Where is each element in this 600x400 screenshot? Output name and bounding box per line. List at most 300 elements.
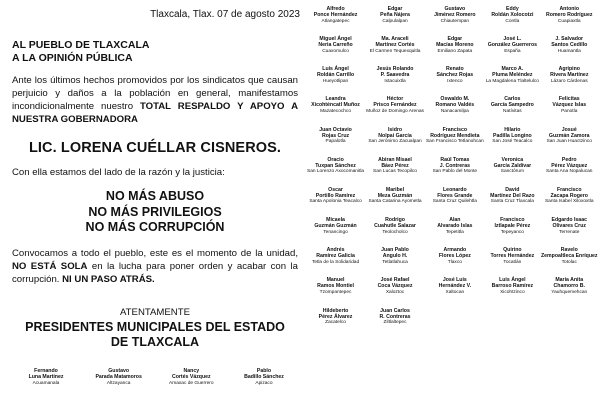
municipality: Emiliano Zapata	[437, 48, 473, 54]
signatory-name	[541, 96, 598, 108]
signatory-name-line: Báez Pérez	[381, 162, 409, 169]
signatory-name-line: Renato	[446, 66, 464, 73]
signatory-name-line: Agripino	[558, 66, 580, 73]
signatory-name	[366, 308, 424, 320]
signatory-name	[486, 127, 539, 139]
signatory-name-line: Leandra	[325, 96, 346, 103]
municipality: Zacatelco	[325, 320, 346, 326]
municipality: Tlaxco	[447, 259, 462, 265]
signatory-name-line: Veronica	[501, 156, 524, 163]
municipality: Tepetitla	[445, 229, 464, 235]
signature	[306, 247, 365, 277]
signatory-name-line: Oscar	[328, 186, 343, 193]
signatory-name-line: Romero Rodríguez	[546, 12, 593, 18]
municipality: España	[504, 48, 521, 54]
signatory-name	[486, 96, 539, 108]
signatory-name-line: Martínez Cortés	[375, 42, 415, 49]
signature	[10, 368, 82, 387]
signatory-name-line: Angulo H.	[382, 253, 408, 260]
signatory-name	[83, 368, 155, 380]
municipality: Tzompantepec	[319, 289, 352, 295]
signatory-name-line: Luis Ángel	[499, 277, 526, 284]
signatory-name-line: Juan Octavio	[319, 126, 352, 133]
signatory-name	[307, 96, 364, 108]
signatory-name-line: Hernández V.	[438, 283, 472, 290]
signatory-name-line: González Guerreros	[487, 42, 537, 49]
signatory-name	[426, 157, 484, 169]
municipality: Sanctórum	[500, 169, 524, 175]
signatory-name	[307, 6, 364, 18]
municipality: Tocatlán	[503, 259, 522, 265]
signatures-grid	[306, 6, 596, 398]
municipality: San Juan Huactzinco	[546, 139, 592, 145]
signatory-name	[541, 127, 598, 139]
unity-text-a: Convocamos a todo el pueblo, este es el momento de la unidad,	[12, 248, 298, 259]
signature	[155, 368, 227, 387]
signatory-name-line: Ravelo	[560, 247, 578, 254]
signatory-name-line: Ramírez Galicia	[316, 253, 355, 260]
signatory-name-line: Edgardo Isaac	[551, 217, 587, 224]
signatory-name-line: Hilario	[504, 126, 521, 133]
signatory-name-line: Luis Ángel	[322, 66, 349, 73]
signatory-name-line: Marco A.	[501, 66, 524, 73]
signatory-name-line: Juan Pablo	[381, 247, 409, 254]
signatory-name	[307, 157, 364, 169]
signatory-name-line: Olivares Cruz	[552, 223, 586, 230]
signature	[485, 6, 540, 36]
municipality: Santa Catarina Ayometla	[368, 199, 422, 205]
signatory-group	[10, 320, 300, 350]
signature	[485, 36, 540, 66]
signatory-name	[366, 247, 424, 259]
signature	[365, 157, 425, 187]
signatory-name-line: Portillo Ramírez	[315, 192, 356, 199]
signature	[485, 277, 540, 307]
unity-paragraph	[12, 247, 298, 286]
signatory-name-line: Alan	[449, 217, 461, 224]
signature	[540, 277, 599, 307]
signature	[485, 66, 540, 96]
municipality: San José Teacalco	[492, 139, 533, 145]
signatory-name	[366, 6, 424, 18]
signatory-name-line: Juan Carlos	[380, 307, 410, 314]
signature	[306, 6, 365, 36]
signature	[425, 217, 485, 247]
signature	[306, 217, 365, 247]
signatory-name-line: Santos Cedillo	[551, 42, 588, 49]
signature	[306, 308, 365, 338]
municipality: Cuaxomulco	[322, 48, 349, 54]
municipality: Santa Isabel Xiloxoxtla	[544, 199, 594, 205]
signature	[425, 247, 485, 277]
signature	[306, 96, 365, 126]
closing: ATENTAMENTE	[120, 307, 190, 318]
signatory-name	[307, 247, 364, 259]
signatory-name	[307, 277, 364, 289]
signatory-group-line-1: PRESIDENTES MUNICIPALES DEL ESTADO	[25, 320, 285, 334]
municipality: Contla	[505, 18, 520, 24]
signature	[365, 247, 425, 277]
signature	[425, 6, 485, 36]
signatory-name	[486, 157, 539, 169]
signature	[540, 217, 599, 247]
signatory-name-line: José L.	[503, 36, 522, 43]
signature	[485, 127, 540, 157]
signatory-name-line: Barroso Ramírez	[491, 283, 534, 290]
municipality: Panotla	[561, 108, 578, 114]
signature	[425, 96, 485, 126]
signature	[365, 217, 425, 247]
municipality: Chiautempan	[440, 18, 470, 24]
municipality: Muñoz de Domingo Arenas	[366, 108, 424, 114]
signatory-name	[426, 127, 484, 139]
signature	[83, 368, 155, 387]
signature	[485, 187, 540, 217]
signature	[306, 187, 365, 217]
slogans	[10, 189, 300, 236]
municipality: Lázaro Cárdenas	[550, 78, 588, 84]
municipality: San Lorenzo Axocomanitla	[307, 169, 365, 175]
signatory-name-line: Maribel	[385, 186, 405, 193]
municipality: Xicohtzinco	[500, 289, 525, 295]
signature	[365, 66, 425, 96]
signatory-name	[541, 187, 598, 199]
signature	[540, 66, 599, 96]
signature	[365, 6, 425, 36]
municipality: Santa Ana Nopalucan	[546, 169, 593, 175]
municipality: Santa Cruz Quilehtla	[432, 199, 477, 205]
signatory-name-line: Coca Vázquez	[377, 283, 413, 290]
signatory-name-line: Pablo	[256, 368, 272, 374]
signatory-name	[366, 277, 424, 289]
signatory-name-line: Zacapa Rogero	[550, 192, 588, 199]
signatory-name-line: P. Saavedra	[380, 72, 410, 79]
slogan-3: NO MÁS CORRUPCIÓN	[85, 220, 225, 234]
signatory-name-line: Nolpai García	[378, 132, 412, 139]
signatory-name	[307, 127, 364, 139]
signatory-name-line: Tuxpan Sánchez	[315, 162, 356, 169]
signatory-name	[486, 217, 539, 229]
support-paragraph-text: Ante los últimos hechos promovidos por los sindicatos que causan perjuicio y daños a la población en general, manifestamos incondicionalmente nuestro	[12, 75, 298, 112]
signatory-name-line: Eddy	[506, 6, 519, 12]
addressee-line-2: A LA OPINIÓN PÚBLICA	[12, 52, 133, 64]
signatory-name-line: María Anita	[555, 277, 584, 284]
signatory-name-line: Martínez Del Razo	[490, 192, 535, 199]
signatory-name-line: Prisco Fernández	[373, 102, 417, 109]
signatory-name-line: Chamorro B.	[553, 283, 585, 290]
signatory-name-line: Ma. Araceli	[381, 36, 409, 43]
signatory-name-line: Macías Moreno	[436, 42, 474, 49]
signatory-name-line: Francisco	[556, 186, 582, 193]
signatory-name-line: Roldán Carrillo	[316, 72, 355, 79]
signatory-name-line: R. Contreras	[379, 313, 411, 320]
signatory-name-line: Miguel Ángel	[319, 36, 352, 43]
municipality: Huamantla	[557, 48, 581, 54]
signatory-name	[426, 217, 484, 229]
signatory-name-line: Isidro	[387, 126, 403, 133]
municipality: Terrenate	[559, 229, 580, 235]
signature	[306, 157, 365, 187]
signatory-name	[10, 368, 82, 380]
slogan-2: NO MÁS PRIVILEGIOS	[88, 204, 222, 219]
municipality: San Lucas Tecopilco	[373, 169, 417, 175]
municipality: Tetlatlahuca	[382, 259, 408, 265]
municipality: Altzayanca	[106, 380, 131, 386]
municipality: Santa Cruz Tlaxcala	[490, 199, 534, 205]
municipality: Apizaco	[255, 380, 273, 386]
signatory-name-line: Oswaldo M.	[440, 96, 470, 103]
municipality: Hueyotlipan	[322, 78, 349, 84]
signature	[485, 96, 540, 126]
signatory-name	[486, 187, 539, 199]
signatory-name	[366, 127, 424, 139]
municipality: San Jerónimo Zacualpan	[368, 139, 422, 145]
signatory-name-line: Zempoaltleca Enríquez	[540, 253, 598, 260]
signatory-name-line: Peña Nájera	[380, 12, 410, 18]
signatory-name	[366, 187, 424, 199]
signatory-name	[486, 247, 539, 259]
signatory-name-line: Cortés Vázquez	[171, 374, 211, 380]
municipality: Tenancingo	[323, 229, 348, 235]
signatory-name	[486, 277, 539, 289]
signature	[540, 157, 599, 187]
signatory-name	[366, 217, 424, 229]
signatory-name-line: García Sampedro	[490, 102, 534, 109]
unity-text-d: NI UN PASO ATRÁS.	[62, 274, 155, 285]
signatory-name-line: Alfredo	[326, 6, 345, 12]
municipality: El Carmen Tequexquitla	[369, 48, 421, 54]
signature	[425, 36, 485, 66]
signatory-name	[366, 66, 424, 78]
signatory-name-line: Rodríguez Mendieta	[430, 132, 480, 139]
signatory-name	[228, 368, 300, 380]
signature	[425, 187, 485, 217]
municipality: Tepeyanco	[500, 229, 524, 235]
municipality: San Pablo del Monte	[432, 169, 478, 175]
signature	[425, 277, 485, 307]
signatory-name-line: Padilla Longino	[493, 132, 532, 139]
signatory-name	[426, 187, 484, 199]
signatory-name-line: Flores López	[438, 253, 471, 260]
municipality: San Francisco Tetlanohcan	[425, 139, 484, 145]
signatory-name-line: Micaela	[326, 217, 345, 224]
municipality: Cuapiaxtla	[557, 18, 581, 24]
signatory-name-line: Ramos Montiel	[317, 283, 354, 290]
signatory-name-line: Antonio	[559, 6, 580, 12]
signatory-name-line: Pérez Álvarez	[318, 313, 353, 320]
signatory-name	[307, 66, 364, 78]
signatory-name-line: Vázquez Islas	[552, 102, 587, 109]
municipality: Ziltlaltepec	[383, 320, 407, 326]
signature	[306, 127, 365, 157]
signature	[365, 127, 425, 157]
signatory-name-line: Roldán Xolocotzi	[491, 12, 534, 18]
signature	[365, 308, 425, 338]
unity-text-b: NO ESTÁ SOLA	[12, 261, 88, 272]
signatory-name-line: Jiménez Romero	[434, 12, 476, 18]
signatory-name-line: Neria Carreño	[318, 42, 353, 49]
signature	[365, 96, 425, 126]
signatory-name-line: Carlos	[504, 96, 521, 103]
signature	[306, 277, 365, 307]
signatory-name-line: Felicitas	[558, 96, 580, 103]
signatory-name	[426, 36, 484, 48]
municipality: Ixtenco	[447, 78, 463, 84]
municipality: Atlangatepec	[321, 18, 350, 24]
signatory-name-line: J. Salvador	[555, 36, 584, 43]
signatory-name-line: Meza Guzmán	[377, 192, 413, 199]
municipality: Xaltocan	[445, 289, 465, 295]
signatory-name-line: Guzmán Guzmán	[314, 223, 357, 230]
unity-text-c: en la lucha para poner orden y acabar con la corrupción.	[12, 261, 298, 285]
support-paragraph-bold: TOTAL RESPALDO Y APOYO A NUESTRA GOBERNADORA	[12, 101, 298, 125]
signatory-name-line: Luna Martínez	[28, 374, 64, 380]
signature	[540, 187, 599, 217]
signatory-name-line: Rivera Martínez	[550, 72, 589, 79]
municipality: Nanacamilpa	[440, 108, 469, 114]
signatory-name-line: Rodrigo	[385, 217, 405, 224]
municipality: Santa Apolonia Teacalco	[309, 199, 362, 205]
signatory-name	[541, 66, 598, 78]
signatory-name	[307, 217, 364, 229]
signatory-name-line: José Rafael	[380, 277, 410, 284]
signatory-name-line: Pedro	[561, 156, 577, 163]
municipality: Calpulalpan	[382, 18, 408, 24]
municipality: Mazatecochco	[320, 108, 351, 114]
signature	[425, 66, 485, 96]
municipality: Natívitas	[503, 108, 522, 114]
municipality: Amaxac de Guerrero	[169, 380, 214, 386]
municipality: Papalotla	[325, 139, 346, 145]
signatory-name-line: Alvarado Islas	[437, 223, 473, 230]
signatory-name-line: Parada Matamoros	[95, 374, 142, 380]
signatory-name	[307, 308, 364, 320]
signature	[306, 66, 365, 96]
slogan-1: NO MÁS ABUSO	[105, 189, 205, 203]
signatory-name-line: Leonardo	[443, 186, 467, 193]
signatory-name-line: Oracio	[327, 156, 344, 163]
signatory-name-line: Gustavo	[444, 6, 466, 12]
signatory-name	[366, 96, 424, 108]
addressee-line-1: AL PUEBLO DE TLAXCALA	[12, 39, 150, 51]
signature	[540, 127, 599, 157]
signatory-name-line: J. Contreras	[439, 162, 470, 169]
signatory-name-line: Rojas Cruz	[321, 132, 350, 139]
signatory-name-line: Badillo Sánchez	[244, 374, 284, 380]
signatory-name-line: Xicohténcatl Muñoz	[311, 102, 360, 109]
signatory-name	[426, 66, 484, 78]
signatory-name-line: Armando	[443, 247, 467, 254]
municipality: Teolocholco	[382, 229, 408, 235]
municipality: Xaloztoc	[385, 289, 405, 295]
bottom-signatures	[10, 368, 300, 387]
signatory-name-line: Andrés	[326, 247, 345, 254]
signatory-name-line: Raúl Tomas	[440, 156, 470, 163]
municipality: Tetla de la Solidaridad	[311, 259, 360, 265]
signature	[485, 247, 540, 277]
signature	[425, 157, 485, 187]
municipality: Totolac	[561, 259, 577, 265]
signatory-name-line: David	[505, 186, 520, 193]
signatory-name-line: Iztlapale Pérez	[494, 223, 531, 230]
signatory-name	[307, 36, 364, 48]
municipality: Acuamanala	[32, 380, 60, 386]
signatory-name	[426, 277, 484, 289]
signatory-name-line: Jesús Rolando	[376, 66, 414, 73]
signatory-name-line: Pérez Vázquez	[551, 162, 588, 169]
signatory-name-line: Sánchez Rojas	[436, 72, 474, 79]
signatory-name	[155, 368, 227, 380]
signatory-name	[486, 66, 539, 78]
signature	[540, 96, 599, 126]
signatory-group-line-2: DE TLAXCALA	[110, 335, 200, 349]
signatory-name-line: Hildeberto	[322, 307, 349, 314]
signatory-name	[426, 6, 484, 18]
signatory-name-line: García Zaldívar	[493, 162, 532, 169]
signatory-name-line: José Luis	[442, 277, 467, 284]
signatory-name	[366, 36, 424, 48]
signatory-name-line: Quirino	[503, 247, 522, 254]
governor-name: LIC. LORENA CUÉLLAR CISNEROS.	[28, 140, 282, 156]
signatory-name	[366, 157, 424, 169]
signatory-name	[541, 157, 598, 169]
municipality: Yauhquemehcan	[551, 289, 588, 295]
signature	[365, 187, 425, 217]
signatory-name-line: Edgar	[447, 36, 463, 43]
signatory-name-line: Josué	[561, 126, 577, 133]
signatory-name	[541, 36, 598, 48]
signature	[540, 247, 599, 277]
signatory-name-line: Nancy	[183, 368, 200, 374]
signatory-name-line: Flores Grande	[437, 192, 473, 199]
signatory-name-line: Francisco	[442, 126, 468, 133]
signatory-name	[541, 277, 598, 289]
signatory-name-line: Guzmán Zamora	[548, 132, 590, 139]
signatory-name-line: Cuahutle Salazar	[374, 223, 416, 230]
signatory-name-line: Torres Hernández	[490, 253, 535, 260]
signatory-name-line: Ponce Hernández	[313, 12, 358, 18]
signatory-name-line: Fernando	[34, 368, 58, 374]
signatory-name	[541, 247, 598, 259]
signature	[540, 36, 599, 66]
signature	[365, 36, 425, 66]
signatory-name	[486, 6, 539, 18]
signatory-name-line: Héctor	[386, 96, 404, 103]
signature	[365, 277, 425, 307]
signatory-name	[426, 96, 484, 108]
municipality: Ixtacuixtla	[384, 78, 406, 84]
support-paragraph	[12, 74, 298, 126]
reason-paragraph: Con ella estamos del lado de la razón y la justicia:	[12, 167, 225, 178]
signature	[425, 127, 485, 157]
signatory-name-line: Romano Valdés	[435, 102, 475, 109]
signatory-name	[426, 247, 484, 259]
signatory-name	[541, 217, 598, 229]
signature	[540, 6, 599, 36]
statement-column	[10, 0, 300, 400]
signature	[228, 368, 300, 387]
municipality: La Magdalena Tlaltelulco	[485, 78, 539, 84]
signatory-name-line: Francisco	[500, 217, 525, 224]
addressee	[12, 39, 149, 65]
signatory-name	[541, 6, 598, 18]
signatory-name	[486, 36, 539, 48]
signatory-name	[307, 187, 364, 199]
signatory-name-line: Manuel	[326, 277, 345, 284]
signatory-name-line: Gustavo	[108, 368, 130, 374]
signatory-name-line: Pluma Meléndez	[492, 72, 533, 79]
signature	[485, 157, 540, 187]
